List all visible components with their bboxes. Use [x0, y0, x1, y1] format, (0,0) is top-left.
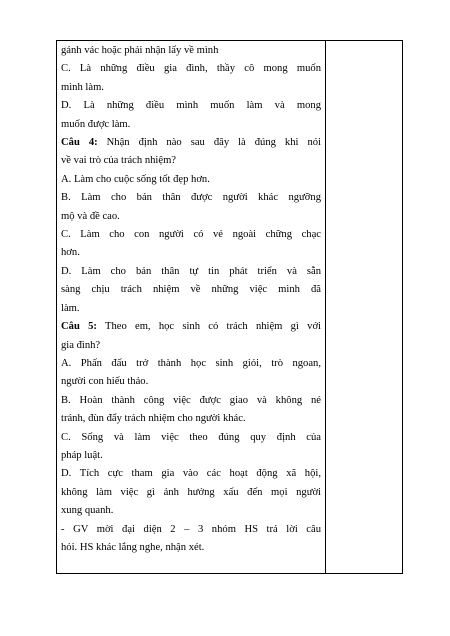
line-text: pháp luật.: [61, 449, 103, 461]
text-line: [61, 447, 321, 465]
line-text: xung quanh.: [61, 505, 114, 517]
text-line: [61, 465, 321, 483]
line-text: C. Là những điều gia đình, thầy cô mong muốn: [61, 63, 321, 75]
text-line: [61, 373, 321, 391]
text-line: [61, 152, 321, 170]
line-text: sàng chịu trách nhiệm về những việc mình đã: [61, 284, 321, 296]
text-line: [61, 318, 321, 336]
lesson-table: [56, 40, 403, 574]
line-text: Nhận định nào sau đây là đúng khi nói: [97, 137, 321, 149]
line-text: D. Là những điều mình muốn làm và mong: [61, 100, 321, 112]
line-text: A. Phấn đấu trở thành học sinh giỏi, trò ngoan,: [61, 357, 321, 369]
line-text: gánh vác hoặc phải nhận lấy về mình: [61, 45, 219, 56]
text-line: [61, 300, 321, 318]
line-text: D. Tích cực tham gia vào các hoạt động xã hội,: [61, 468, 321, 480]
question-number: Câu 4:: [61, 137, 98, 149]
text-line: [61, 189, 321, 207]
text-line: [61, 226, 321, 244]
line-text: C. Sống và làm việc theo đúng quy định của: [61, 431, 321, 443]
text-line: [61, 484, 321, 502]
text-line: [61, 410, 321, 428]
text-line: [61, 502, 321, 520]
activity-cell: [61, 42, 321, 557]
line-text: gia đình?: [61, 339, 101, 351]
line-text: người con hiếu thảo.: [61, 376, 149, 388]
empty-right-cell: [326, 41, 402, 573]
text-line: [61, 355, 321, 373]
text-line: [61, 171, 321, 189]
text-line: [61, 392, 321, 410]
line-text: làm.: [61, 302, 80, 314]
line-text: B. Làm cho bản thân được người khác ngưỡng: [61, 192, 321, 204]
text-line: [61, 521, 321, 539]
line-text: C. Làm cho con người có vẻ ngoài chững chạc: [61, 229, 321, 241]
line-text: Theo em, học sinh có trách nhiệm gì với: [96, 321, 321, 333]
text-line: [61, 337, 321, 355]
line-text: mình làm.: [61, 81, 104, 93]
line-text: tránh, đùn đẩy trách nhiệm cho người khác.: [61, 413, 246, 425]
line-text: không làm việc gì ảnh hưởng xấu đến mọi người: [61, 486, 321, 498]
text-line: [61, 42, 321, 60]
line-text: A. Làm cho cuộc sống tốt đẹp hơn.: [61, 173, 210, 185]
line-text: muốn được làm.: [61, 118, 131, 130]
text-line: [61, 244, 321, 262]
text-line: [61, 60, 321, 78]
line-text: về vai trò của trách nhiệm?: [61, 155, 177, 167]
line-text: D. Làm cho bản thân tự tin phát triển và sẵn: [61, 265, 321, 277]
text-line: [61, 79, 321, 97]
question-number: Câu 5:: [61, 321, 97, 333]
text-line: [61, 429, 321, 447]
line-text: hỏi. HS khác lắng nghe, nhận xét.: [61, 541, 205, 553]
text-line: [61, 116, 321, 134]
text-line: [61, 263, 321, 281]
line-text: B. Hoàn thành công việc được giao và không né: [61, 394, 321, 406]
text-line: [61, 281, 321, 299]
text-line: [61, 97, 321, 115]
text-line: [61, 208, 321, 226]
line-text: hơn.: [61, 247, 80, 259]
text-line: [61, 539, 321, 557]
line-text: mộ và đề cao.: [61, 210, 120, 222]
text-line: [61, 134, 321, 152]
line-text: - GV mời đại diện 2 – 3 nhóm HS trả lời câu: [61, 523, 321, 535]
